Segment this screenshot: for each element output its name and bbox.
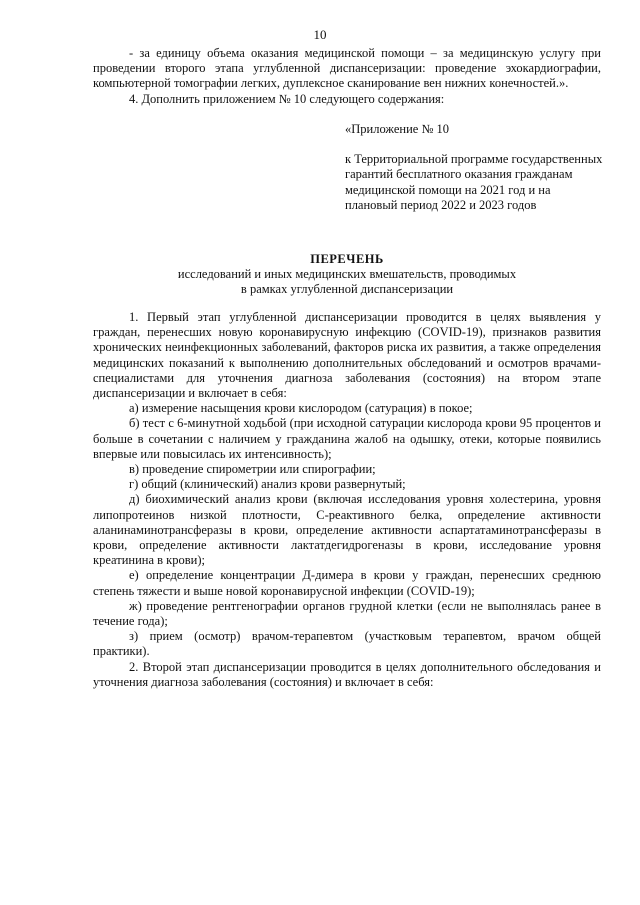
intro-paragraph-1: - за единицу объема оказания медицинской помощи – за медицинскую услугу при проведении второго этапа углубленной диспансеризации: проведение эхокардиографии, компьютерной томографии легких, дуплексное сканирование вен нижних конечностей.».: [93, 46, 601, 91]
list-item-v: в) проведение спирометрии или спирографии;: [129, 462, 376, 477]
paragraph-stage-2: 2. Второй этап диспансеризации проводится в целях дополнительного обследования и уточнения диагноза заболевания (состояния) и включает в себя:: [93, 659, 601, 689]
heading-title: ПЕРЕЧЕНЬ: [310, 252, 384, 266]
list-item-d: д) биохимический анализ крови (включая исследования уровня холестерина, уровня липопротеинов низкой плотности, С-реактивного белка, определение активности аланинаминотрансферазы в крови, определение активности аспартатаминотрансферазы в крови, определение активности лактатдегидрогеназы в крови, исследование уровня креатинина в крови);: [93, 492, 601, 568]
heading-line-1: исследований и иных медицинских вмешательств, проводимых: [177, 267, 517, 282]
heading-line-2: в рамках углубленной диспансеризации: [240, 282, 454, 297]
page-number: 10: [313, 27, 327, 42]
paragraph-stage-1: 1. Первый этап углубленной диспансеризации проводится в целях выявления у граждан, перенесших новую коронавирусную инфекцию (COVID-19), признаков развития хронических неинфекционных заболеваний, факторов риска их развития, а также определения медицинских показаний к выполнению дополнительных обследований и осмотров врачами-специалистами для уточнения диагноза заболевания (состояния) на втором этапе диспансеризации и включает в себя:: [93, 310, 601, 401]
main-body: [93, 310, 601, 690]
list-item-zh: ж) проведение рентгенографии органов грудной клетки (если не выполнялась ранее в течение года);: [93, 598, 601, 629]
appendix-header: [345, 122, 605, 213]
appendix-title: «Приложение № 10: [345, 122, 450, 136]
list-item-a: а) измерение насыщения крови кислородом (сатурация) в покое;: [129, 401, 473, 416]
list-item-g: г) общий (клинический) анализ крови развернутый;: [129, 477, 406, 492]
appendix-caption: к Территориальной программе государственных гарантий бесплатного оказания гражданам медицинской помощи на 2021 год и на плановый период 2022 и 2023 годов: [345, 152, 603, 212]
list-item-e: е) определение концентрации Д-димера в крови у граждан, перенесших среднюю степень тяжести и выше новой коронавирусной инфекции (COVID-19);: [93, 568, 601, 598]
list-item-b: б) тест с 6-минутной ходьбой (при исходной сатурации кислорода крови 95 процентов и больше в сочетании с наличием у гражданина жалоб на одышку, отеки, которые появились впервые или повысилась их интенсивность);: [93, 416, 601, 461]
intro-paragraph-2: 4. Дополнить приложением № 10 следующего содержания:: [129, 91, 445, 106]
list-item-z: з) прием (осмотр) врачом-терапевтом (участковым терапевтом, врачом общей практики).: [93, 629, 601, 659]
document-heading: [93, 252, 601, 298]
intro-block: [93, 46, 601, 107]
